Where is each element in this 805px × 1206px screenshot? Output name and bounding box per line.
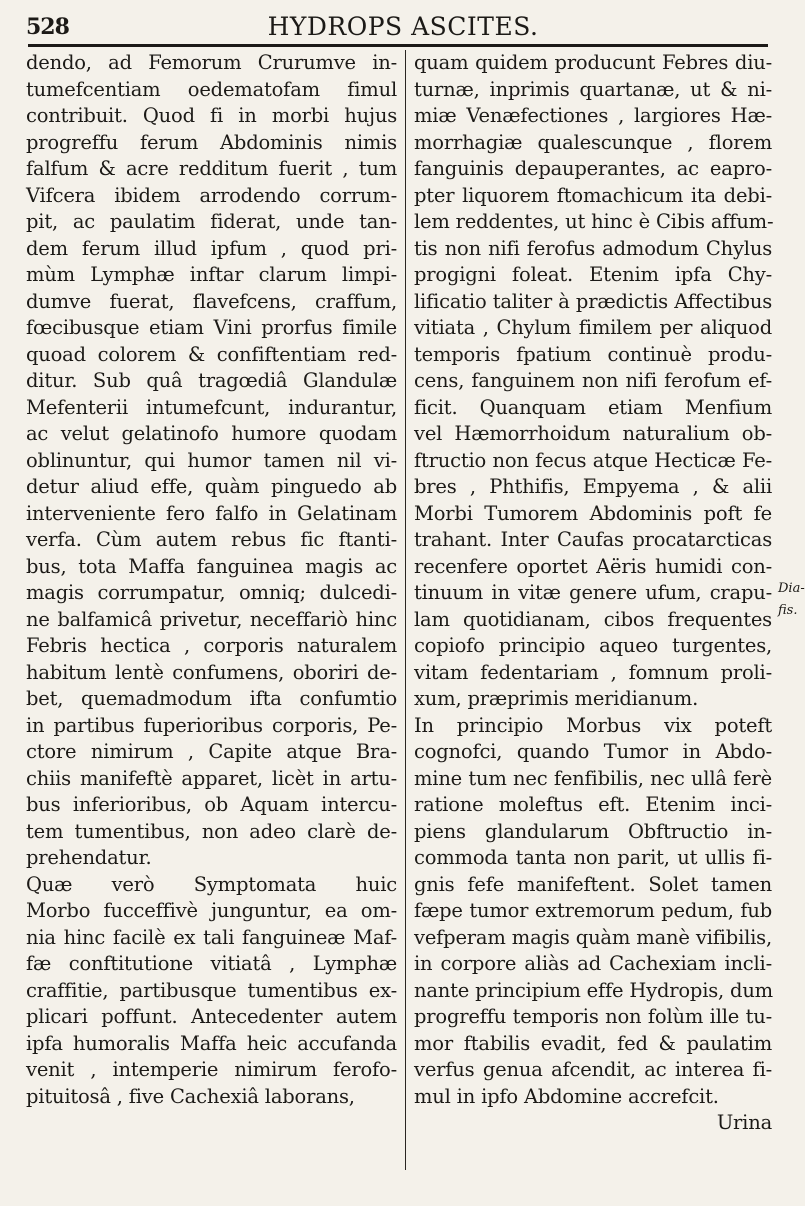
text-line: progreffu ferum Abdominis nimis — [26, 130, 397, 154]
text-line: Morbi Tumorem Abdominis poft fe — [414, 501, 772, 525]
text-line: vitam fedentariam , fomnum proli- — [414, 660, 772, 684]
text-line: quam quidem producunt Febres diu- — [414, 51, 772, 74]
text-line: ac velut gelatinofo humore quodam — [26, 422, 397, 445]
text-line: vefperam magis quàm manè vifibilis, — [414, 925, 772, 949]
text-line: pter liquorem ftomachicum ita debi- — [414, 183, 772, 207]
text-line: progreffu temporis non folùm ille tu- — [414, 1005, 772, 1028]
left-column — [26, 50, 397, 1190]
column-divider — [405, 50, 406, 1170]
text-line: ne balfamicâ privetur, neceffariò hinc — [26, 607, 397, 631]
text-line: falfum & acre redditum fuerit , tum — [26, 157, 397, 180]
text-line: tem tumentibus, non adeo clarè de- — [26, 819, 397, 843]
text-line: in partibus fuperioribus corporis, Pe- — [26, 713, 397, 737]
text-line: chiis manifeftè apparet, licèt in artu- — [26, 766, 397, 790]
text-line: contribuit. Quod fi in morbi hujus — [26, 104, 397, 127]
text-line: prehendatur. — [26, 846, 152, 869]
text-line: dendo, ad Femorum Crurumve in- — [26, 51, 397, 74]
text-line: morrhagiæ qualescunque , florem — [414, 130, 772, 154]
margin-note — [778, 578, 805, 622]
text-line: craffitie, partibusque tumentibus ex- — [26, 978, 397, 1002]
text-line: cognofci, quando Tumor in Abdo- — [414, 740, 772, 763]
text-line: fæ conftitutione vitiatâ , Lymphæ — [26, 952, 397, 975]
text-line: plicari poffunt. Antecedenter autem — [26, 1005, 397, 1028]
text-line: fœcibusque etiam Vini prorfus fimile — [26, 316, 397, 339]
text-line: temporis fpatium continuè produ- — [414, 342, 772, 366]
text-line: verfus genua afcendit, ac interea fi- — [414, 1058, 772, 1081]
text-line: miæ Venæfectiones , largiores Hæ- — [414, 104, 772, 127]
text-line: habitum lentè confumens, oboriri de- — [26, 660, 397, 684]
text-line: detur aliud effe, quàm pinguedo ab — [26, 475, 397, 498]
text-line: in corpore aliàs ad Cachexiam incli- — [414, 952, 772, 975]
text-line: tinuum in vitæ genere ufum, crapu- — [414, 581, 772, 604]
text-line: piens glandularum Obftructio in- — [414, 819, 772, 843]
text-line: ratione moleftus eft. Etenim inci- — [414, 793, 772, 816]
text-line: ctore nimirum , Capite atque Bra- — [26, 740, 397, 763]
text-line: ipfa humoralis Maffa heic accufanda — [26, 1031, 397, 1055]
catchword: Urina — [716, 1111, 772, 1134]
text-line: magis corrumpatur, omniq; dulcedi- — [26, 581, 397, 604]
text-line: ditur. Sub quâ tragœdiâ Glandulæ — [26, 369, 397, 392]
text-line: copiofo principio aqueo turgentes, — [414, 634, 772, 657]
text-line: tumefcentiam oedematofam fimul — [26, 77, 397, 101]
text-line: nante principium effe Hydropis, dum — [414, 978, 773, 1002]
text-line: progigni foleat. Etenim ipfa Chy- — [414, 263, 772, 286]
margin-note-line: fis. — [778, 603, 798, 618]
text-line: bus inferioribus, ob Aquam intercu- — [26, 793, 397, 816]
text-line: mor ftabilis evadit, fed & paulatim — [414, 1031, 772, 1055]
text-line: dem ferum illud ipfum , quod pri- — [26, 236, 397, 260]
text-line: lam quotidianam, cibos frequentes — [414, 607, 772, 631]
page-number: 528 — [26, 14, 69, 40]
text-line: verfa. Cùm autem rebus fic ftanti- — [26, 528, 397, 551]
margin-note-line: Dia- — [778, 581, 805, 596]
text-line: recenfere oportet Aëris humidi con- — [414, 554, 772, 578]
text-line: In principio Morbus vix poteft — [414, 713, 772, 737]
text-line: tis non nifi ferofus admodum Chylus — [414, 236, 772, 260]
text-line: dumve fuerat, flavefcens, craffum, — [26, 289, 397, 313]
text-line: lificatio taliter à prædictis Affectibus — [414, 289, 772, 313]
text-line: trahant. Inter Caufas procatarcticas — [414, 528, 772, 551]
text-line: quoad colorem & confiftentiam red- — [26, 342, 397, 366]
text-line: cens, fanguinem non nifi ferofum ef- — [414, 369, 772, 392]
text-line: ftructio non fecus atque Hecticæ Fe- — [414, 448, 772, 472]
text-line: vitiata , Chylum fimilem per aliquod — [414, 316, 772, 339]
text-line: Morbo fucceffivè junguntur, ea om- — [26, 899, 397, 922]
text-line: interveniente fero falfo in Gelatinam — [26, 501, 397, 525]
text-line: Mefenterii intumefcunt, indurantur, — [26, 395, 397, 419]
text-line: bet, quemadmodum ifta confumtio — [26, 687, 397, 710]
text-line: Quæ verò Symptomata huic — [26, 872, 397, 896]
text-line: oblinuntur, qui humor tamen nil vi- — [26, 448, 397, 472]
text-line: bres , Phthifis, Empyema , & alii — [414, 475, 772, 498]
text-line: vel Hæmorrhoidum naturalium ob- — [414, 422, 772, 445]
text-line: mùm Lymphæ inftar clarum limpi- — [26, 263, 397, 286]
text-line: ficit. Quanquam etiam Menfium — [414, 395, 772, 419]
text-line: venit , intemperie nimirum ferofo- — [26, 1058, 397, 1081]
text-line: Febris hectica , corporis naturalem — [26, 634, 397, 657]
text-line: gnis fefe manifeftent. Solet tamen — [414, 872, 772, 896]
text-line: fæpe tumor extremorum pedum, fub — [414, 899, 772, 922]
page-header — [18, 8, 788, 48]
right-column — [414, 50, 772, 1190]
text-line: fanguinis depauperantes, ac eapro- — [414, 157, 772, 180]
running-title: HYDROPS ASCITES. — [267, 12, 539, 41]
text-line: commoda tanta non parit, ut ullis fi- — [414, 846, 772, 869]
text-line: pituitosâ , five Cachexiâ laborans, — [26, 1084, 355, 1108]
header-rule — [28, 44, 768, 47]
text-line: mul in ipfo Abdomine accrefcit. — [414, 1084, 719, 1108]
text-line: bus, tota Maffa fanguinea magis ac — [26, 554, 397, 578]
text-line: Vifcera ibidem arrodendo corrum- — [26, 183, 397, 207]
text-line: mine tum nec fenfibilis, nec ullâ ferè — [414, 766, 772, 790]
text-line: pit, ac paulatim fiderat, unde tan- — [26, 210, 397, 233]
text-line: lem reddentes, ut hinc è Cibis affum- — [414, 210, 774, 233]
text-line: turnæ, inprimis quartanæ, ut & ni- — [414, 77, 772, 101]
text-line: nia hinc facilè ex tali fanguineæ Maf- — [26, 925, 397, 949]
text-line: xum, præprimis meridianum. — [414, 687, 699, 710]
